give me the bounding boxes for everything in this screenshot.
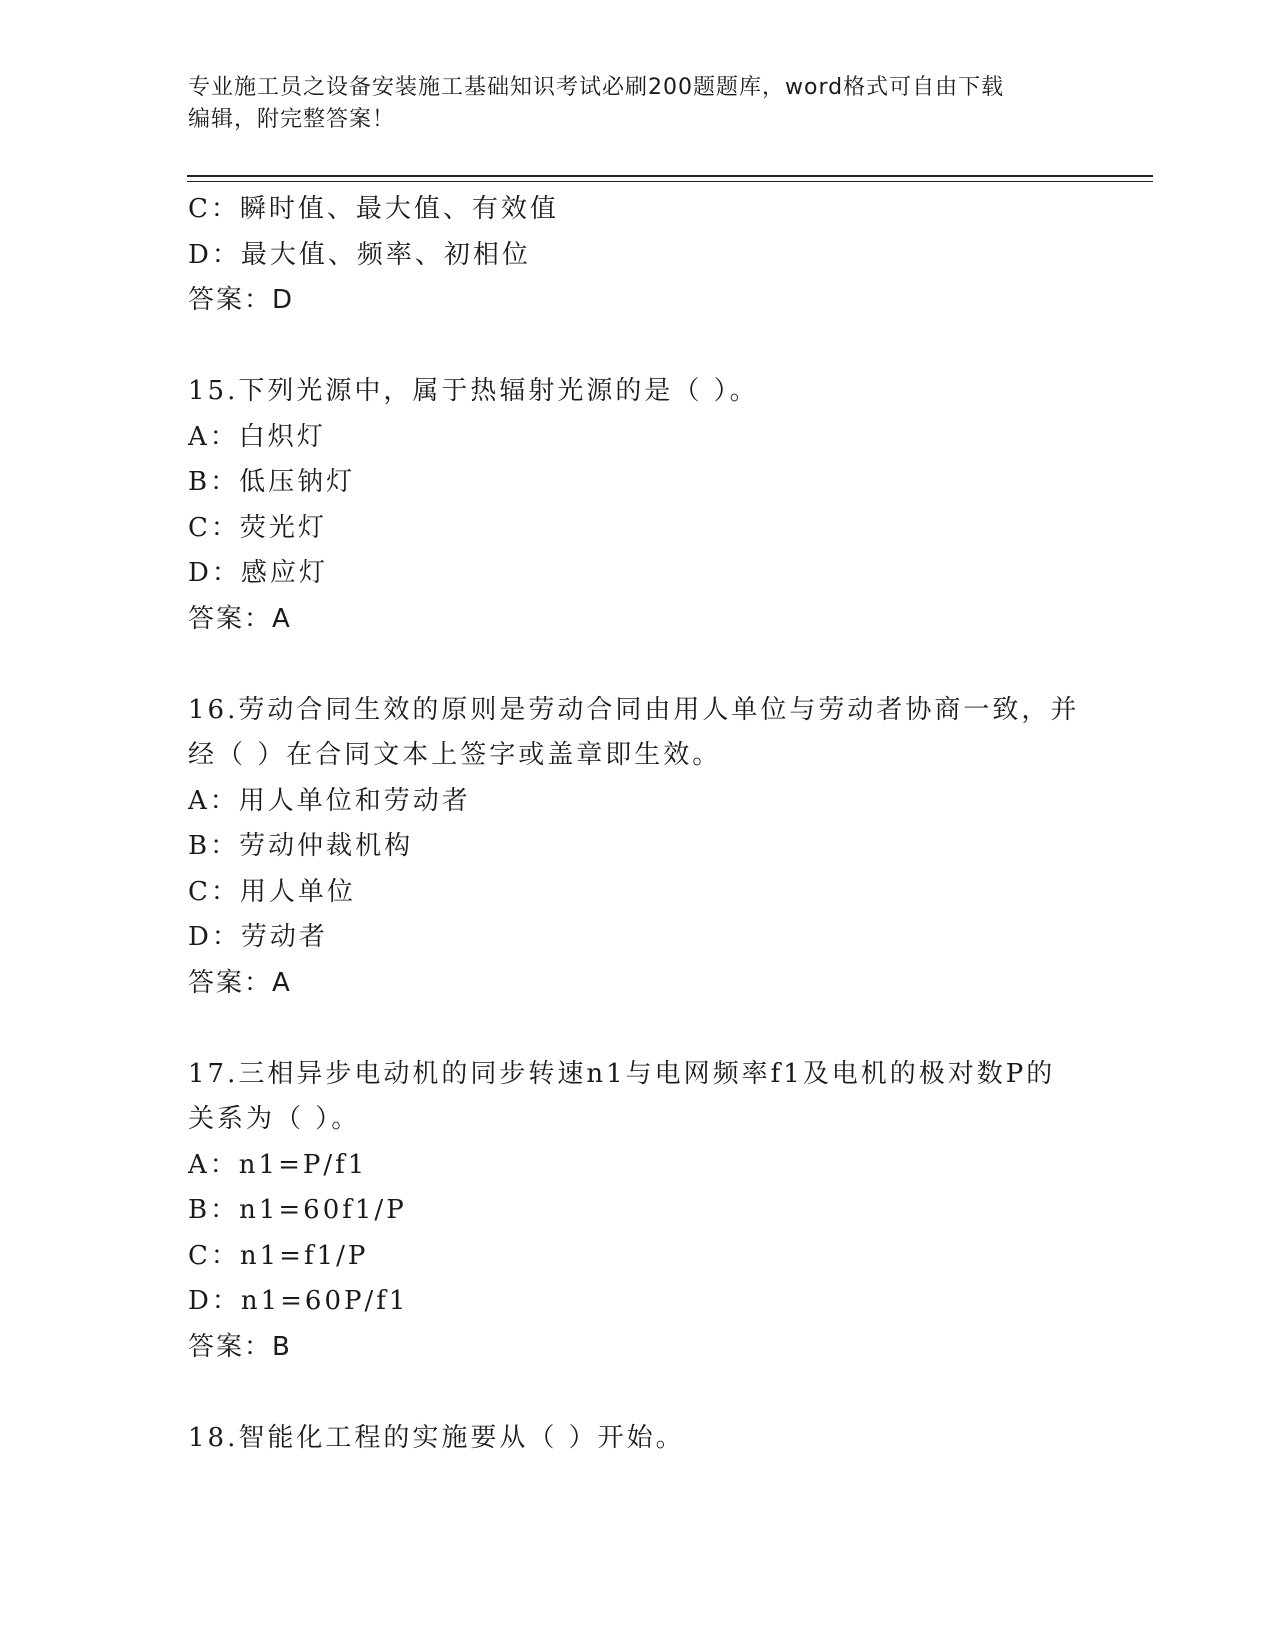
question-text-cont: 经（ ）在合同文本上签字或盖章即生效。	[188, 740, 722, 770]
option-d: D：n1=60P/f1	[188, 1286, 409, 1316]
option-c: C：荧光灯	[188, 512, 327, 543]
spacer	[188, 324, 1088, 370]
option-d: D：最大值、频率、初相位	[188, 239, 531, 270]
option-c: C：n1=f1/P	[188, 1240, 369, 1271]
question-text: 18.智能化工程的实施要从（ ）开始。	[188, 1422, 685, 1453]
question-block	[188, 1416, 1088, 1462]
option-b: B：n1=60f1/P	[188, 1195, 407, 1225]
option-c: C：瞬时值、最大值、有效值	[188, 194, 559, 224]
option-a: A：用人单位和劳动者	[188, 785, 471, 816]
answer-line: 答案：A	[188, 603, 292, 634]
question-block	[188, 1052, 1088, 1371]
option-d: D：劳动者	[188, 922, 328, 952]
document-header	[188, 72, 1068, 136]
question-text: 15.下列光源中，属于热辐射光源的是（ ）。	[188, 376, 759, 406]
question-text: 17.三相异步电动机的同步转速n1与电网频率f1及电机的极对数P的	[188, 1058, 1056, 1089]
question-list	[188, 187, 1088, 1461]
option-a: A：白炽灯	[188, 421, 326, 452]
option-a: A：n1=P/f1	[188, 1149, 368, 1180]
header-divider	[187, 175, 1153, 177]
answer-line: 答案：D	[188, 285, 295, 315]
option-d: D：感应灯	[188, 558, 328, 588]
header-line-1: 专业施工员之设备安装施工基础知识考试必刷200题题库，word格式可自由下载	[188, 75, 1005, 100]
question-block	[188, 688, 1088, 1007]
spacer	[188, 642, 1088, 688]
option-b: B：低压钠灯	[188, 467, 356, 497]
question-block	[188, 187, 1088, 324]
answer-line: 答案：B	[188, 1331, 292, 1362]
answer-line: 答案：A	[188, 967, 292, 998]
header-line-2: 编辑，附完整答案！	[188, 107, 396, 132]
header-divider-thin	[187, 181, 1153, 182]
option-b: B：劳动仲裁机构	[188, 831, 414, 861]
spacer	[188, 1006, 1088, 1052]
question-block	[188, 369, 1088, 642]
question-text: 16.劳动合同生效的原则是劳动合同由用人单位与劳动者协商一致，并	[188, 694, 1080, 725]
question-text-cont: 关系为（ ）。	[188, 1104, 361, 1134]
option-c: C：用人单位	[188, 876, 356, 907]
spacer	[188, 1370, 1088, 1416]
